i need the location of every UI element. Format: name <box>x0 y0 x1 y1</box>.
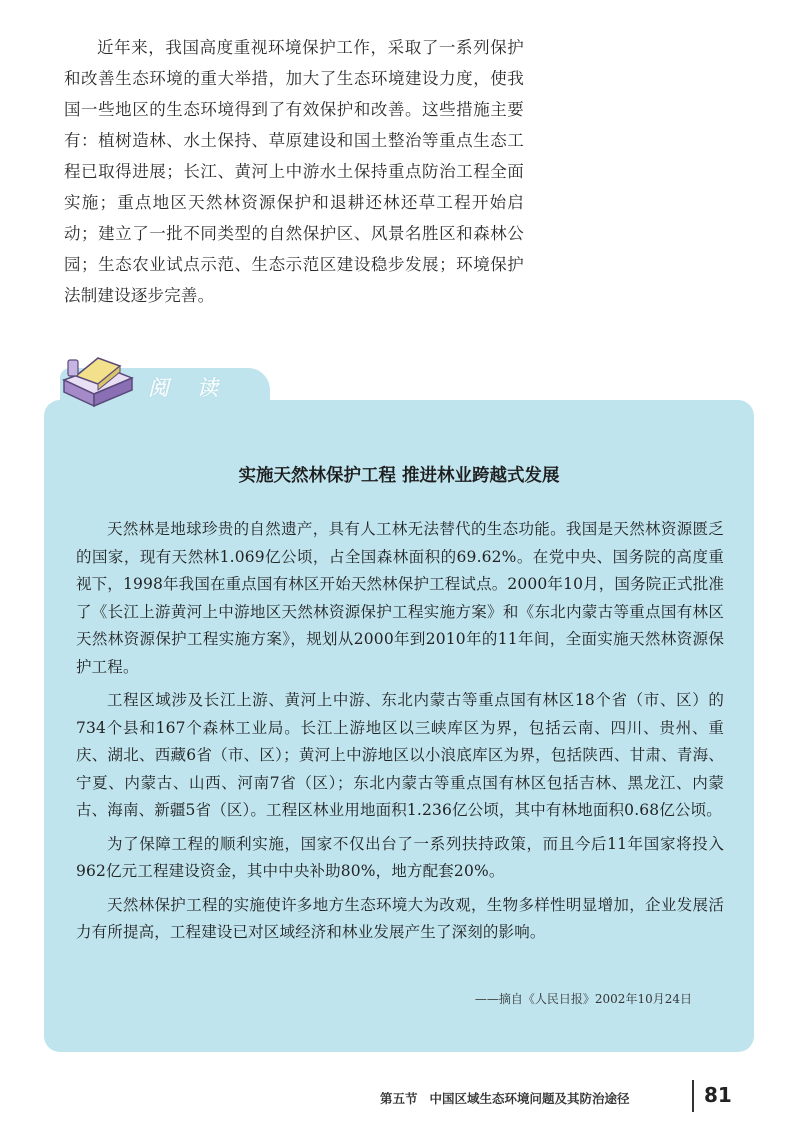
book-icon <box>58 352 138 412</box>
footer-section: 第五节 <box>380 1091 418 1106</box>
article-title: 实施天然林保护工程 推进林业跨越式发展 <box>238 466 560 486</box>
page-number: 81 <box>704 1083 732 1107</box>
article-paragraph: 天然林是地球珍贵的自然遗产，具有人工林无法替代的生态功能。我国是天然林资源匮乏的国家，现有天然林1.069亿公顷，占全国森林面积的69.62%。在党中央、国务院的高度重视下，1998年我国在重点国有林区开始天然林保护工程试点。2000年10月，国务院正式批准了《长江上游黄河上中游地区天然林资源保护工程实施方案》和《东北内蒙古等重点国有林区天然林资源保护工程实施方案》，规划从2000年到2010年的11年间，全面实施天然林资源保护工程。 <box>76 520 724 676</box>
page-footer <box>380 1089 630 1107</box>
footer-divider <box>692 1080 694 1112</box>
article-paragraph: 工程区域涉及长江上游、黄河上中游、东北内蒙古等重点国有林区18个省（市、区）的734个县和167个森林工业局。长江上游地区以三峡库区为界，包括云南、四川、贵州、重庆、湖北、西藏6省（市、区）；黄河上中游地区以小浪底库区为界，包括陕西、甘肃、青海、宁夏、内蒙古、山西、河南7省（区）；东北内蒙古等重点国有林区包括吉林、黑龙江、内蒙古、海南、新疆5省（区）。工程区林业用地面积1.236亿公顷，其中有林地面积0.68亿公顷。 <box>76 691 724 819</box>
reading-label: 阅读 <box>148 376 246 400</box>
footer-title: 中国区域生态环境问题及其防治途径 <box>429 1091 630 1106</box>
article-body <box>76 516 724 953</box>
intro-paragraph: 近年来，我国高度重视环境保护工作，采取了一系列保护和改善生态环境的重大举措，加大了生态环境建设力度，使我国一些地区的生态环境得到了有效保护和改善。这些措施主要有：植树造林、水土保持、草原建设和国土整治等重点生态工程已取得进展；长江、黄河上中游水土保持重点防治工程全面实施；重点地区天然林资源保护和退耕还林还草工程开始启动；建立了一批不同类型的自然保护区、风景名胜区和森林公园；生态农业试点示范、生态示范区建设稳步发展；环境保护法制建设逐步完善。 <box>64 38 524 305</box>
article-source: ——摘自《人民日报》2002年10月24日 <box>474 992 692 1006</box>
article-paragraph: 为了保障工程的顺利实施，国家不仅出台了一系列扶持政策，而且今后11年国家将投入962亿元工程建设资金，其中中央补助80%，地方配套20%。 <box>76 834 724 880</box>
article-paragraph: 天然林保护工程的实施使许多地方生态环境大为改观，生物多样性明显增加，企业发展活力有所提高，工程建设已对区域经济和林业发展产生了深刻的影响。 <box>76 895 724 941</box>
